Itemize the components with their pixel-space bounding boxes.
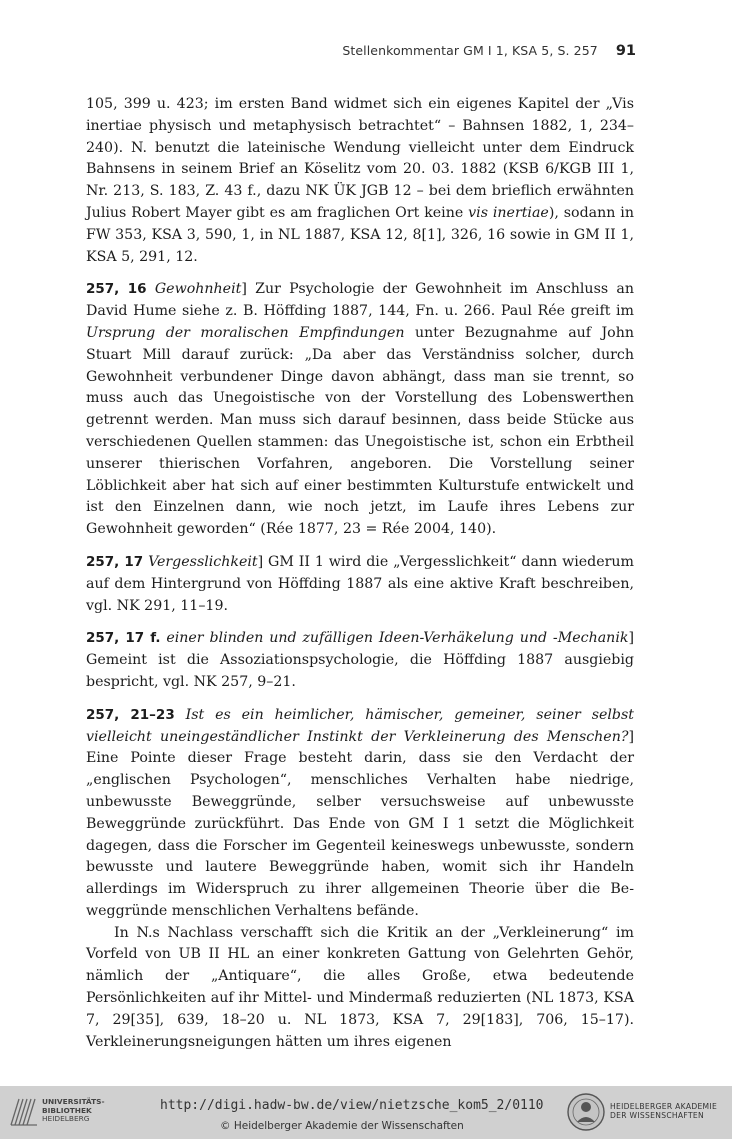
line-reference: 257, 17 bbox=[86, 553, 144, 570]
commentary-body bbox=[86, 94, 634, 1053]
running-title: Stellenkommentar GM I 1, KSA 5, S. 257 bbox=[342, 43, 598, 58]
commentary-entry: 257, 21–23 Ist es ein heimlicher, hämischer, gemeiner, seiner selbst vielleicht uneingeständlicher Instinkt der Verkleinerung des Menschen?] Eine Pointe dieser Frage besteht darin, dass sie den Verdacht der „englischen Psychologen“, menschliches Verhalten habe niedrige, unbewusste Beweggründe, selber versuchsweise auf unbewusste Beweggründe zurückführt. Das Ende von GM I 1 setzt die Möglichkeit dagegen, dass die Forscher im Gegenteil keineswegs unbewusste, sondern bewusste und lautere Beweggründe haben, womit sich ihr Handeln allerdings im Widerspruch zu ihrer allgemeinen Theorie über die Beweggründe menschlichen Verhaltens befände. bbox=[86, 706, 634, 919]
page-number: 91 bbox=[615, 43, 636, 59]
university-library-logo-icon bbox=[8, 1094, 42, 1128]
commentary-entry: 257, 16 Gewohnheit] Zur Psychologie der Gewohnheit im Anschluss an David Hume siehe z. B. Höffding 1887, 144, Fn. u. 266. Paul Rée greift im Ursprung der moralischen Empfindungen unter Bezugnahme auf John Stuart Mill darauf zurück: „Da aber das Verständniss solcher, durch Gewohnheit verbundener Dinge davon abhängt, dass man sie trennt, so muss auch das Unegoistische von der Vorstellung des Lobenswerthen getrennt werden. Man muss sich darauf besinnen, dass beide Stücke aus verschiedenen Quellen stammen: das Unegoistische ist, schon ein Erbtheil unserer thierischen Vorfahren, angeboren. Die Vorstellung seiner Löblichkeit aber hat sich auf einer bestimmten Kulturstufe entwickelt und ist den Einzelnen dann, wie noch jetzt, im Laufe ihres Lebens zur Gewohnheit geworden“ (Rée 1877, 23 = Rée 2004, 140). bbox=[86, 281, 635, 538]
academy-name: HEIDELBERGER AKADEMIE DER WISSENSCHAFTEN bbox=[610, 1102, 718, 1121]
lemma: Gewohnheit bbox=[154, 281, 242, 298]
footer-bar bbox=[0, 1086, 732, 1139]
line-reference: 257, 16 bbox=[86, 281, 147, 298]
lemma: Vergesslichkeit bbox=[148, 553, 258, 570]
commentary-entry: 257, 17 f. einer blinden und zufälligen Ideen-Verhäkelung und -Mechanik] Gemeint ist die Assoziationspsychologie, die Höffding 1887 ausgiebig bespricht, vgl. NK 257, 9–21. bbox=[86, 630, 634, 690]
italic-term: vis inertiae bbox=[468, 204, 549, 221]
line-reference: 257, 21–23 bbox=[86, 706, 175, 723]
academy-seal-icon bbox=[566, 1092, 606, 1132]
lemma: einer blinden und zufälligen Ideen-Verhäkelung und -Mechanik bbox=[166, 630, 629, 647]
lemma: Ist es ein heimlicher, hämischer, gemeiner, seiner selbst vielleicht uneingeständlicher Instinkt der Verkleinerung des Menschen? bbox=[86, 706, 634, 745]
copyright-notice: © Heidelberger Akademie der Wissenschaften bbox=[220, 1120, 464, 1132]
paragraph-indented: In N.s Nachlass verschafft sich die Kritik an der „Verkleinerung“ im Vorfeld von UB II HL an einer konkreten Gattung von Gelehrten Gehör, nämlich der „Antiquare“, die alles Große, etwa bedeutende Persönlichkeiten auf ihr Mittel- und Mindermaß reduzierten (NL 1873, KSA 7, 29[35], 639, 18–20 u. NL 1873, KSA 7, 29[183], 706, 15–17). Verkleinerungsneigungen hätten um ihres eigenen bbox=[86, 924, 634, 1050]
commentary-entry: 257, 17 Vergesslichkeit] GM II 1 wird die „Vergesslichkeit“ dann wiederum auf dem Hintergrund von Höffding 1887 als eine aktive Kraft beschreiben, vgl. NK 291, 11–19. bbox=[86, 553, 635, 614]
line-reference: 257, 17 f. bbox=[86, 630, 161, 647]
paragraph-continuation: 105, 399 u. 423; im ersten Band widmet sich ein eigenes Kapitel der „Vis inertiae physisch und metaphysisch betrachtet“ – Bahnsen 1882, 1, 234–240). N. benutzt die lateinische Wendung vielleicht unter dem Eindruck Bahnsens in seinem Brief an Köselitz vom 20. 03. 1882 (KSB 6/KGB III 1, Nr. 213, S. 183, Z. 43 f., dazu NK ÜK JGB 12 – bei dem brieflich erwähnten Julius Robert Mayer gibt es am fraglichen Ort keine vis inertiae), sodann in FW 353, KSA 3, 590, 1, in NL 1887, KSA 12, 8[1], 326, 16 sowie in GM II 1, KSA 5, 291, 12. bbox=[86, 96, 634, 265]
library-name: UNIVERSITÄTS- BIBLIOTHEK HEIDELBERG bbox=[42, 1097, 105, 1124]
italic-title: Ursprung der moralischen Empfindungen bbox=[86, 324, 405, 341]
running-header bbox=[86, 43, 636, 63]
permalink-url[interactable]: http://digi.hadw-bw.de/view/nietzsche_kom5_2/0110 bbox=[160, 1098, 544, 1113]
